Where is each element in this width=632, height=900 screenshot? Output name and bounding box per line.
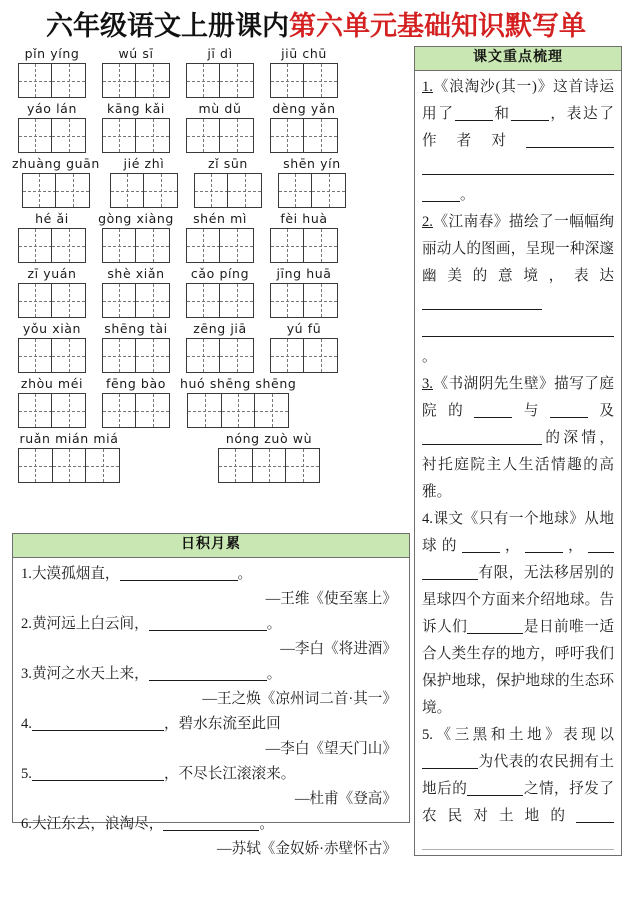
pinyin-word-group — [12, 46, 92, 98]
character-cell[interactable] — [186, 283, 221, 318]
answer-blank[interactable] — [526, 147, 614, 148]
pinyin-word-group — [264, 46, 344, 98]
character-grid[interactable] — [22, 173, 91, 208]
character-cell[interactable] — [219, 283, 254, 318]
character-cell[interactable] — [51, 283, 86, 318]
character-cell[interactable] — [51, 338, 86, 373]
pinyin-word-group — [104, 156, 184, 208]
accumulation-text-after: ，不尽长江滚滚来。 — [163, 766, 296, 782]
character-grid[interactable] — [270, 338, 339, 373]
key-point-text-1a: 《浪淘沙(其一)》这首诗运用了 — [422, 79, 614, 122]
character-cell[interactable] — [219, 228, 254, 263]
character-grid[interactable] — [270, 228, 339, 263]
character-cell[interactable] — [303, 283, 338, 318]
pinyin-label: fèi huà — [280, 211, 328, 226]
key-point-text-1d: 。 — [460, 187, 475, 203]
character-cell[interactable] — [102, 228, 137, 263]
accumulation-header: 日积月累 — [13, 534, 409, 558]
character-grid[interactable] — [18, 283, 87, 318]
character-cell[interactable] — [51, 393, 86, 428]
answer-blank[interactable] — [467, 633, 523, 634]
character-cell[interactable] — [85, 448, 120, 483]
pinyin-label: zī yuán — [27, 266, 77, 281]
pinyin-label: gòng xiàng — [98, 211, 174, 226]
character-cell[interactable] — [18, 393, 53, 428]
answer-blank[interactable] — [550, 417, 588, 418]
pinyin-label: zhòu méi — [20, 376, 84, 391]
character-grid[interactable] — [186, 228, 255, 263]
pinyin-word-group — [96, 101, 176, 153]
character-cell[interactable] — [270, 228, 305, 263]
pinyin-row — [12, 321, 410, 373]
pinyin-word-group — [264, 211, 344, 263]
answer-blank[interactable] — [525, 552, 563, 553]
key-point-text-4e: 是日前唯一适合人类生存的地方，呼吁我们保护地球，保护地球的生态环境。 — [422, 619, 614, 716]
pinyin-label: shè xiǎn — [107, 266, 165, 281]
character-cell[interactable] — [18, 338, 53, 373]
character-cell[interactable] — [110, 173, 145, 208]
pinyin-word-group — [12, 266, 92, 318]
character-cell[interactable] — [102, 118, 137, 153]
pinyin-word-group — [264, 266, 344, 318]
character-grid[interactable] — [218, 448, 320, 483]
character-grid[interactable] — [194, 173, 263, 208]
pinyin-label: yáo lán — [27, 101, 77, 116]
accumulation-panel — [12, 533, 410, 857]
pinyin-label: dèng yǎn — [272, 101, 336, 116]
answer-blank[interactable] — [422, 309, 542, 310]
pinyin-label: jī dì — [207, 46, 233, 61]
character-cell[interactable] — [51, 118, 86, 153]
character-grid[interactable] — [186, 338, 255, 373]
character-grid[interactable] — [18, 393, 87, 428]
pinyin-label: nóng zuò wù — [225, 431, 313, 446]
character-cell[interactable] — [311, 173, 346, 208]
pinyin-word-group — [12, 101, 92, 153]
character-cell[interactable] — [186, 63, 221, 98]
accumulation-number: 2. — [21, 616, 32, 632]
character-cell[interactable] — [303, 63, 338, 98]
pinyin-label: hé ǎi — [35, 211, 69, 226]
answer-blank[interactable] — [462, 552, 500, 553]
accumulation-item — [21, 762, 401, 787]
character-cell[interactable] — [303, 338, 338, 373]
character-grid[interactable] — [187, 393, 289, 428]
character-cell[interactable] — [102, 338, 137, 373]
character-cell[interactable] — [187, 393, 222, 428]
pinyin-word-group — [96, 376, 176, 428]
pinyin-word-group — [96, 266, 176, 318]
character-cell[interactable] — [252, 448, 287, 483]
key-point-text-4a: 课文《只有一个地球》从地球的 — [422, 511, 614, 554]
pinyin-label: ruǎn mián miá — [19, 431, 119, 446]
pinyin-label: zēng jiā — [193, 321, 247, 336]
character-grid[interactable] — [102, 228, 171, 263]
accumulation-text-before: 大江东去，浪淘尽， — [31, 816, 164, 832]
pinyin-label: zǐ sūn — [207, 156, 248, 171]
pinyin-word-group — [96, 46, 176, 98]
answer-blank[interactable] — [149, 680, 267, 681]
key-point-tail-2: 。 — [422, 349, 437, 365]
accumulation-body — [13, 558, 409, 862]
pinyin-label: pǐn yíng — [24, 46, 80, 61]
character-grid[interactable] — [270, 63, 339, 98]
key-point-number-3: 3. — [422, 376, 433, 392]
accumulation-source: —王之焕《凉州词二首·其一》 — [202, 691, 397, 707]
pinyin-row — [12, 431, 410, 483]
pinyin-word-group — [188, 156, 268, 208]
character-grid[interactable] — [270, 283, 339, 318]
key-point-text-3d: 的深情，衬托庭院主人生活情趣的高雅。 — [422, 430, 614, 500]
character-grid[interactable] — [102, 283, 171, 318]
accumulation-number: 3. — [21, 666, 32, 682]
page-title-black: 六年级语文上册课内 — [46, 11, 289, 41]
accumulation-text-after: 。 — [266, 666, 282, 682]
pinyin-label: yú fū — [286, 321, 322, 336]
key-point-text-4d: 有限，无法移居别的星球四个方面来介绍地球。告诉人们 — [422, 565, 614, 635]
character-cell[interactable] — [219, 118, 254, 153]
character-cell[interactable] — [194, 173, 229, 208]
accumulation-item — [21, 562, 401, 587]
pinyin-label: wú sī — [118, 46, 154, 61]
pinyin-word-group — [12, 431, 126, 483]
pinyin-label: cǎo píng — [190, 266, 250, 281]
character-cell[interactable] — [52, 448, 87, 483]
character-cell[interactable] — [278, 173, 313, 208]
pinyin-label: jié zhì — [123, 156, 165, 171]
key-point-text-5a: 《三黑和土地》表现以 — [432, 727, 614, 743]
character-grid[interactable] — [102, 393, 171, 428]
accumulation-item — [21, 612, 401, 637]
answer-blank[interactable] — [455, 120, 493, 121]
character-grid[interactable] — [18, 448, 120, 483]
accumulation-text-before: 黄河之水天上来， — [31, 666, 149, 682]
key-point-text-5c: 之情，抒发了农民对土地的 — [422, 781, 614, 824]
page-title — [0, 8, 632, 44]
pinyin-word-group — [96, 321, 176, 373]
character-grid[interactable] — [18, 338, 87, 373]
accumulation-text-after: 。 — [259, 816, 274, 832]
answer-blank[interactable] — [163, 830, 259, 831]
character-cell[interactable] — [227, 173, 262, 208]
character-cell[interactable] — [51, 228, 86, 263]
character-cell[interactable] — [18, 283, 53, 318]
accumulation-source: —王维《使至塞上》 — [265, 591, 397, 607]
character-cell[interactable] — [135, 228, 170, 263]
character-cell[interactable] — [51, 63, 86, 98]
pinyin-label: shén mì — [193, 211, 247, 226]
character-cell[interactable] — [285, 448, 320, 483]
character-cell[interactable] — [270, 338, 305, 373]
pinyin-row — [12, 266, 410, 318]
accumulation-source: —杜甫《登高》 — [294, 791, 397, 807]
key-points-body — [415, 71, 621, 854]
pinyin-word-group — [12, 211, 92, 263]
answer-blank[interactable] — [588, 552, 614, 553]
accumulation-text-after: 。 — [266, 616, 282, 632]
answer-blank-faded[interactable] — [422, 849, 614, 850]
pinyin-label: fēng bào — [106, 376, 166, 391]
character-cell[interactable] — [18, 228, 53, 263]
pinyin-label: huó shēng shēng — [180, 376, 297, 391]
character-grid[interactable] — [270, 118, 339, 153]
character-cell[interactable] — [102, 63, 137, 98]
pinyin-label: zhuàng guān — [12, 156, 100, 171]
answer-blank[interactable] — [149, 630, 267, 631]
character-cell[interactable] — [270, 118, 305, 153]
pinyin-row — [12, 156, 410, 208]
character-cell[interactable] — [270, 283, 305, 318]
accumulation-number: 4. — [21, 716, 32, 732]
character-cell[interactable] — [135, 118, 170, 153]
pinyin-word-group — [272, 156, 352, 208]
answer-blank[interactable] — [576, 822, 614, 823]
character-cell[interactable] — [102, 393, 137, 428]
key-point-item-1 — [422, 74, 614, 209]
key-point-item-4 — [422, 506, 614, 722]
pinyin-label: mù dǔ — [198, 101, 242, 116]
key-points-header: 课文重点梳理 — [415, 47, 621, 71]
key-point-item-5 — [422, 722, 614, 854]
character-cell[interactable] — [303, 118, 338, 153]
character-grid[interactable] — [18, 228, 87, 263]
key-point-text-2: 《江南春》描绘了一幅幅绚丽动人的图画，呈现一种深邃幽美的意境，表达 — [422, 214, 614, 284]
character-grid[interactable] — [278, 173, 347, 208]
character-cell[interactable] — [22, 173, 57, 208]
answer-blank[interactable] — [32, 780, 164, 781]
accumulation-source: —苏轼《金奴娇·赤壁怀古》 — [217, 841, 397, 857]
key-point-text-3a: 《书湖阴先生壁》描写了庭院的 — [422, 376, 614, 419]
answer-blank[interactable] — [120, 580, 238, 581]
answer-blank[interactable] — [511, 120, 549, 121]
character-cell[interactable] — [186, 118, 221, 153]
answer-blank[interactable] — [32, 730, 164, 731]
answer-blank[interactable] — [474, 417, 512, 418]
accumulation-text-before: 大漠孤烟直， — [31, 566, 120, 582]
pinyin-word-group — [180, 266, 260, 318]
character-cell[interactable] — [102, 283, 137, 318]
key-point-text-4c: ， — [562, 538, 588, 554]
character-cell[interactable] — [186, 338, 221, 373]
accumulation-text-before: 黄河远上白云间， — [31, 616, 149, 632]
character-cell[interactable] — [55, 173, 90, 208]
pinyin-word-group — [264, 321, 344, 373]
accumulation-number: 5. — [21, 766, 32, 782]
accumulation-item — [21, 712, 401, 737]
character-cell[interactable] — [303, 228, 338, 263]
accumulation-source: —李白《望天门山》 — [265, 741, 397, 757]
key-point-text-4b: ， — [499, 538, 525, 554]
pinyin-row — [12, 101, 410, 153]
page-title-red: 第六单元基础知识默写单 — [289, 11, 586, 41]
key-point-number-4: 4. — [422, 511, 433, 527]
character-cell[interactable] — [219, 63, 254, 98]
pinyin-word-group — [212, 431, 326, 483]
character-cell[interactable] — [143, 173, 178, 208]
character-cell[interactable] — [135, 338, 170, 373]
accumulation-text-after: ，碧水东流至此回 — [163, 716, 281, 732]
key-point-text-3b: 与 — [512, 403, 550, 419]
character-grid[interactable] — [102, 63, 171, 98]
character-cell[interactable] — [18, 118, 53, 153]
pinyin-row — [12, 376, 410, 428]
answer-blank[interactable] — [467, 795, 523, 796]
pinyin-label: shēng tài — [104, 321, 168, 336]
character-grid[interactable] — [18, 118, 87, 153]
accumulation-number: 6. — [21, 816, 32, 832]
key-point-text-1b: 和 — [492, 106, 511, 122]
pinyin-word-group — [12, 321, 92, 373]
character-cell[interactable] — [221, 393, 256, 428]
key-point-item-2 — [422, 209, 614, 371]
key-point-item-3 — [422, 371, 614, 506]
answer-blank[interactable] — [422, 201, 460, 202]
pinyin-label: jiū chū — [281, 46, 327, 61]
key-point-text-5b: 为代表的农民拥有土地后的 — [422, 754, 614, 797]
character-cell[interactable] — [219, 338, 254, 373]
answer-blank[interactable] — [422, 174, 614, 175]
pinyin-row — [12, 211, 410, 263]
key-point-number-1: 1. — [422, 79, 433, 95]
pinyin-word-group — [180, 101, 260, 153]
pinyin-label: kāng kǎi — [107, 101, 165, 116]
character-grid[interactable] — [186, 63, 255, 98]
character-cell[interactable] — [186, 228, 221, 263]
character-cell[interactable] — [270, 63, 305, 98]
character-grid[interactable] — [102, 118, 171, 153]
pinyin-worksheet — [12, 46, 410, 486]
pinyin-label: yǒu xiàn — [22, 321, 82, 336]
accumulation-item — [21, 812, 401, 837]
answer-blank[interactable] — [422, 444, 542, 445]
pinyin-word-group — [264, 101, 344, 153]
character-cell[interactable] — [18, 63, 53, 98]
pinyin-word-group — [180, 376, 296, 428]
key-point-text-1c: ，表达了作者对 — [422, 106, 614, 149]
answer-blank[interactable] — [422, 768, 478, 769]
character-cell[interactable] — [135, 393, 170, 428]
pinyin-row — [12, 46, 410, 98]
character-grid[interactable] — [18, 63, 87, 98]
pinyin-word-group — [12, 156, 100, 208]
answer-blank[interactable] — [422, 579, 478, 580]
answer-blank[interactable] — [422, 336, 614, 337]
pinyin-word-group — [96, 211, 176, 263]
accumulation-source: —李白《将进酒》 — [280, 641, 397, 657]
character-cell[interactable] — [135, 63, 170, 98]
pinyin-word-group — [180, 46, 260, 98]
key-point-number-2: 2. — [422, 214, 433, 230]
character-cell[interactable] — [135, 283, 170, 318]
pinyin-label: jīng huā — [276, 266, 332, 281]
pinyin-word-group — [180, 321, 260, 373]
pinyin-word-group — [12, 376, 92, 428]
key-point-text-3c: 及 — [587, 403, 614, 419]
character-grid[interactable] — [186, 118, 255, 153]
character-cell[interactable] — [254, 393, 289, 428]
pinyin-label: shēn yín — [283, 156, 341, 171]
character-grid[interactable] — [102, 338, 171, 373]
character-grid[interactable] — [110, 173, 179, 208]
pinyin-word-group — [180, 211, 260, 263]
accumulation-item — [21, 662, 401, 687]
character-cell[interactable] — [18, 448, 53, 483]
character-cell[interactable] — [218, 448, 253, 483]
accumulation-number: 1. — [21, 566, 32, 582]
key-points-panel — [414, 46, 622, 856]
accumulation-text-after: 。 — [237, 566, 253, 582]
character-grid[interactable] — [186, 283, 255, 318]
key-point-number-5: 5. — [422, 727, 433, 743]
